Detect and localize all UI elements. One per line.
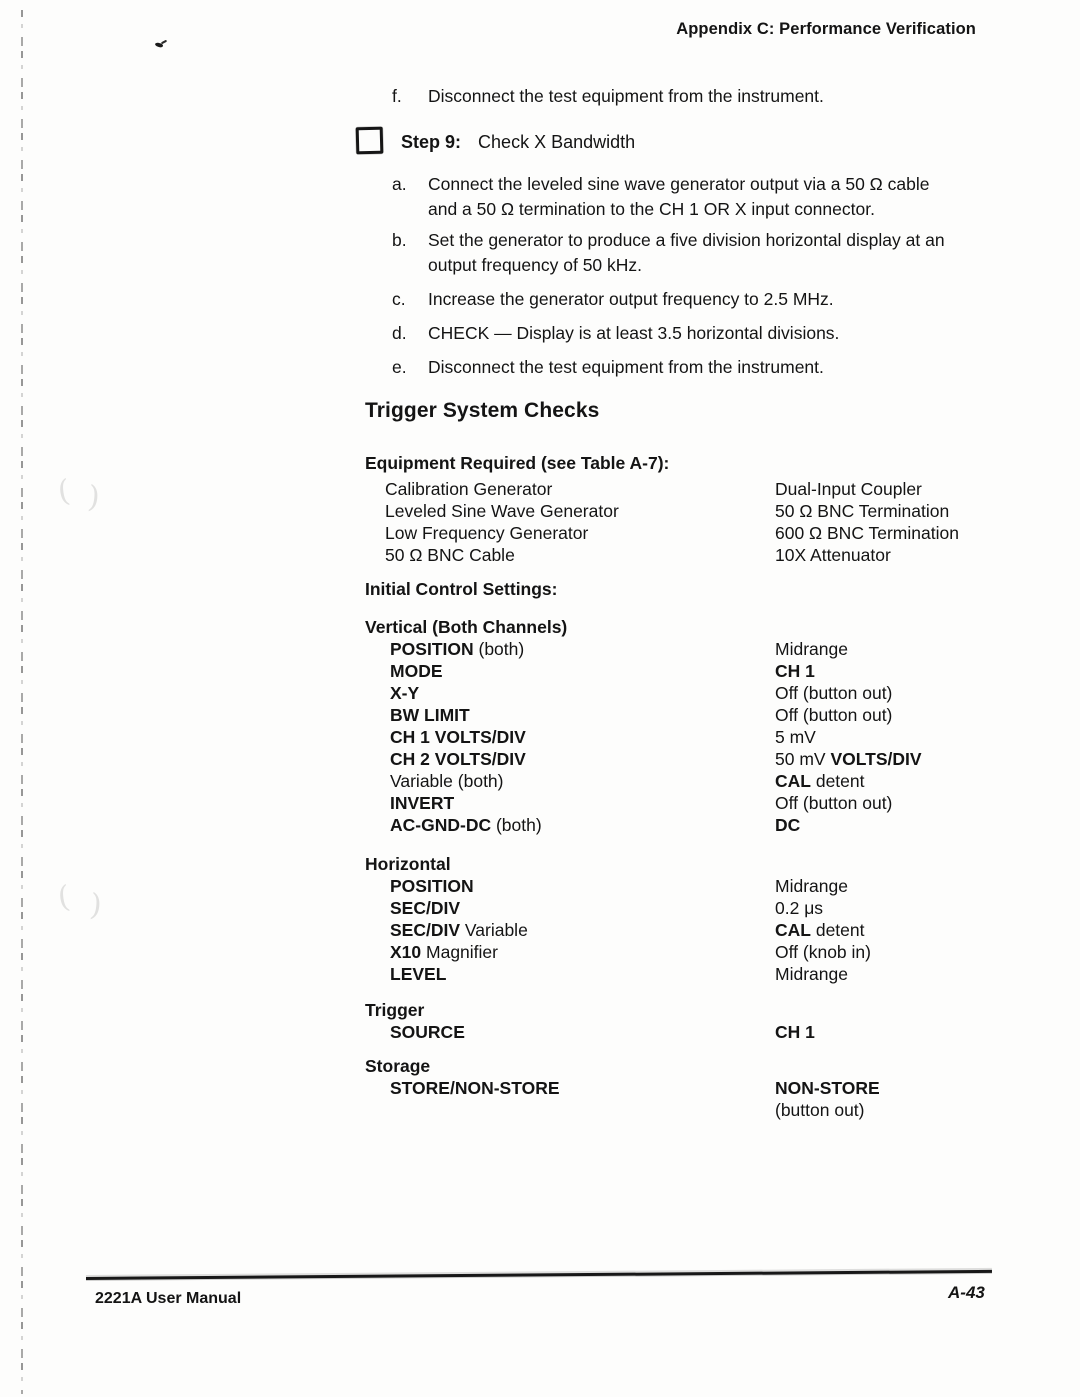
equipment-row bbox=[365, 544, 995, 566]
text-segment: Variable bbox=[460, 920, 528, 940]
setting-row bbox=[365, 875, 995, 897]
setting-row bbox=[365, 963, 995, 985]
setting-label bbox=[390, 639, 524, 659]
text-segment: 50 mV bbox=[775, 749, 831, 769]
text-segment: CH 2 VOLTS/DIV bbox=[390, 749, 526, 769]
setting-row bbox=[365, 792, 995, 814]
text-segment: Magnifier bbox=[421, 942, 498, 962]
list-letter: c. bbox=[392, 289, 406, 309]
setting-row bbox=[365, 660, 995, 682]
setting-value bbox=[775, 748, 922, 770]
settings-group-storage bbox=[365, 1055, 995, 1120]
equipment-item: Low Frequency Generator bbox=[385, 523, 589, 543]
text-segment: CH 1 bbox=[775, 661, 815, 681]
list-item-text: Set the generator to produce a five division horizontal display at an output frequency of 50 kHz. bbox=[428, 230, 945, 275]
pencil-mark-close-paren: ) bbox=[86, 479, 102, 516]
equipment-required-heading: Equipment Required (see Table A-7): bbox=[365, 453, 670, 473]
setting-value bbox=[775, 897, 823, 919]
setting-value bbox=[775, 726, 816, 748]
equipment-item: 600 Ω BNC Termination bbox=[775, 523, 959, 543]
equipment-item: Dual-Input Coupler bbox=[775, 479, 922, 499]
settings-group-heading: Storage bbox=[365, 1056, 431, 1076]
text-segment: 0.2 μs bbox=[775, 898, 824, 918]
setting-row bbox=[365, 919, 995, 941]
text-segment: AC-GND-DC bbox=[390, 815, 492, 835]
setting-row bbox=[365, 770, 995, 792]
settings-group-horizontal bbox=[365, 853, 995, 985]
footer-page-number: A-43 bbox=[948, 1283, 985, 1302]
equipment-item: Leveled Sine Wave Generator bbox=[385, 501, 619, 521]
equipment-row bbox=[365, 522, 995, 544]
substep-c bbox=[392, 287, 834, 312]
text-segment: SEC/DIV bbox=[390, 920, 461, 940]
text-segment: X-Y bbox=[390, 683, 420, 703]
setting-label bbox=[390, 749, 526, 769]
text-segment: MODE bbox=[390, 661, 443, 681]
text-segment: 5 mV bbox=[775, 727, 816, 747]
text-segment: LEVEL bbox=[390, 964, 447, 984]
step-title: Check X Bandwidth bbox=[478, 132, 636, 152]
text-segment: SEC/DIV bbox=[390, 898, 461, 918]
initial-control-settings-heading: Initial Control Settings: bbox=[365, 579, 558, 599]
setting-row bbox=[365, 1077, 995, 1120]
settings-group-vertical bbox=[365, 616, 995, 836]
setting-value-line2 bbox=[775, 1099, 880, 1121]
text-segment: detent bbox=[810, 920, 865, 940]
settings-groups bbox=[365, 616, 995, 1120]
setting-value bbox=[775, 704, 892, 726]
section-title: Trigger System Checks bbox=[365, 399, 600, 422]
list-letter: b. bbox=[392, 230, 407, 250]
settings-group-heading: Horizontal bbox=[365, 854, 451, 874]
settings-group-trigger bbox=[365, 999, 995, 1043]
text-segment: POSITION bbox=[390, 639, 474, 659]
text-segment: (both) bbox=[473, 639, 525, 659]
setting-label bbox=[390, 876, 474, 896]
setting-label bbox=[390, 1022, 465, 1042]
text-segment: (button out) bbox=[775, 1100, 865, 1120]
procedure-item-f bbox=[392, 86, 824, 107]
text-segment: CH 1 bbox=[775, 1022, 815, 1042]
setting-row bbox=[365, 748, 995, 770]
setting-value bbox=[775, 770, 865, 792]
setting-row bbox=[365, 1021, 995, 1043]
scan-artifact-line bbox=[21, 10, 23, 1394]
equipment-item: 50 Ω BNC Termination bbox=[775, 501, 950, 521]
text-segment: NON-STORE bbox=[775, 1078, 880, 1098]
text-segment: CAL bbox=[775, 920, 811, 940]
text-segment: (both) bbox=[491, 815, 542, 835]
setting-value bbox=[775, 875, 848, 897]
text-segment: Off (button out) bbox=[775, 705, 893, 725]
setting-row bbox=[365, 897, 995, 919]
setting-label bbox=[390, 683, 419, 703]
setting-value bbox=[775, 682, 892, 704]
step-label: Step 9: bbox=[401, 132, 462, 152]
list-item-text: CHECK — Display is at least 3.5 horizontal divisions. bbox=[428, 323, 840, 343]
text-segment: INVERT bbox=[390, 793, 455, 813]
setting-value bbox=[775, 963, 848, 985]
ink-mark bbox=[155, 40, 167, 48]
equipment-item: 50 Ω BNC Cable bbox=[385, 545, 515, 565]
setting-row bbox=[365, 941, 995, 963]
setting-label bbox=[390, 771, 504, 791]
setting-row bbox=[365, 814, 995, 836]
setting-label bbox=[390, 1078, 560, 1098]
setting-label bbox=[390, 727, 526, 747]
text-segment: CH 1 VOLTS/DIV bbox=[390, 727, 526, 747]
text-segment: DC bbox=[775, 815, 801, 835]
pencil-mark-open-paren: ( bbox=[55, 879, 73, 916]
setting-label bbox=[390, 942, 498, 962]
settings-group-heading: Vertical (Both Channels) bbox=[365, 617, 568, 637]
text-segment: Variable (both) bbox=[390, 771, 504, 791]
text-segment: POSITION bbox=[390, 876, 474, 896]
text-segment: Off (button out) bbox=[775, 683, 893, 703]
list-item-text: Increase the generator output frequency to 2.5 MHz. bbox=[428, 289, 834, 309]
substep-d bbox=[392, 321, 839, 346]
text-segment: CAL bbox=[775, 771, 811, 791]
pencil-mark-close-paren: ) bbox=[88, 887, 104, 924]
substep-b bbox=[392, 228, 945, 278]
list-item-text: Disconnect the test equipment from the instrument. bbox=[428, 86, 824, 106]
setting-label bbox=[390, 793, 454, 813]
list-item-text: Connect the leveled sine wave generator output via a 50 Ω cable and a 50 Ω termination to the CH 1 OR X input connector. bbox=[428, 174, 930, 219]
pencil-mark-open-paren: ( bbox=[55, 473, 73, 510]
settings-group-heading: Trigger bbox=[365, 1000, 425, 1020]
text-segment: Off (button out) bbox=[775, 793, 893, 813]
equipment-item: 10X Attenuator bbox=[775, 545, 891, 565]
equipment-row bbox=[365, 478, 995, 500]
text-segment: detent bbox=[810, 771, 865, 791]
list-letter: f. bbox=[392, 86, 402, 106]
text-segment: Midrange bbox=[775, 639, 848, 659]
step-9-row bbox=[356, 127, 635, 154]
setting-label bbox=[390, 898, 460, 918]
setting-label bbox=[390, 661, 443, 681]
setting-value bbox=[775, 792, 892, 814]
setting-label bbox=[390, 964, 446, 984]
setting-value bbox=[775, 660, 815, 682]
footer-manual-title: 2221A User Manual bbox=[95, 1290, 242, 1307]
step-checkbox bbox=[356, 127, 384, 155]
setting-value bbox=[775, 638, 848, 660]
text-segment: VOLTS/DIV bbox=[830, 749, 922, 769]
setting-value bbox=[775, 919, 865, 941]
text-segment: X10 bbox=[390, 942, 422, 962]
substep-e bbox=[392, 355, 824, 380]
text-segment: BW LIMIT bbox=[390, 705, 470, 725]
equipment-item: Calibration Generator bbox=[385, 479, 553, 499]
list-letter: e. bbox=[392, 357, 407, 377]
list-letter: d. bbox=[392, 323, 407, 343]
text-segment: Off (knob in) bbox=[775, 942, 871, 962]
text-segment: SOURCE bbox=[390, 1022, 465, 1042]
setting-label bbox=[390, 815, 542, 835]
text-segment: STORE/NON-STORE bbox=[390, 1078, 560, 1098]
running-header: Appendix C: Performance Verification bbox=[676, 20, 976, 38]
setting-label bbox=[390, 705, 470, 725]
footer-rule bbox=[86, 1270, 992, 1280]
setting-label bbox=[390, 920, 528, 940]
text-segment: Midrange bbox=[775, 964, 848, 984]
ink-tail bbox=[161, 40, 167, 45]
substep-a bbox=[392, 172, 929, 222]
trigger-system-checks-section bbox=[365, 398, 995, 1120]
equipment-row bbox=[365, 500, 995, 522]
setting-value bbox=[775, 941, 871, 963]
list-letter: a. bbox=[392, 174, 407, 194]
equipment-list bbox=[365, 478, 995, 566]
setting-value bbox=[775, 1077, 880, 1121]
setting-row bbox=[365, 682, 995, 704]
setting-row bbox=[365, 726, 995, 748]
text-segment: Midrange bbox=[775, 876, 848, 896]
setting-value bbox=[775, 814, 800, 836]
list-item-text: Disconnect the test equipment from the instrument. bbox=[428, 357, 824, 377]
setting-value bbox=[775, 1021, 815, 1043]
setting-row bbox=[365, 704, 995, 726]
setting-row bbox=[365, 638, 995, 660]
